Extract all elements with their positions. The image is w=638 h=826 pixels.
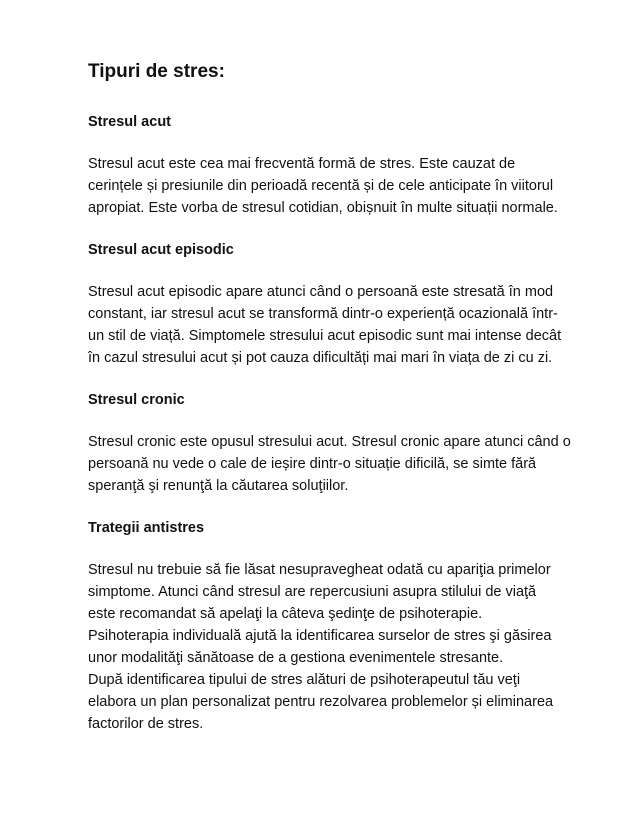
section-paragraph-stresul-acut-episodic [88, 281, 608, 369]
section-heading-stresul-acut-episodic: Stresul acut episodic [88, 242, 234, 258]
section-paragraph-trategii-antistres [88, 559, 608, 735]
paragraph-line: Stresul cronic este opusul stresului acut. Stresul cronic apare atunci când o [88, 434, 571, 450]
paragraph-line: persoană nu vede o cale de ieșire dintr-o situație dificilă, se simte fără [88, 456, 537, 472]
paragraph-line: După identificarea tipului de stres alături de psihoterapeutul tău veţi [88, 672, 521, 688]
section-heading-trategii-antistres: Trategii antistres [88, 520, 205, 536]
section-heading-stresul-acut: Stresul acut [88, 114, 171, 130]
paragraph-line: Psihoterapia individuală ajută la identificarea surselor de stres şi găsirea [88, 628, 552, 644]
section-heading-stresul-cronic: Stresul cronic [88, 392, 185, 408]
paragraph-line: Stresul nu trebuie să fie lăsat nesupravegheat odată cu apariţia primelor [88, 562, 551, 578]
paragraph-line: Stresul acut episodic apare atunci când o persoană este stresată în mod [88, 284, 554, 300]
paragraph-line: factorilor de stres. [88, 716, 204, 732]
paragraph-line: unor modalităţi sănătoase de a gestiona evenimentele stresante. [88, 650, 504, 666]
section-paragraph-stresul-acut [88, 153, 608, 219]
section-paragraph-stresul-cronic [88, 431, 608, 497]
paragraph-line: elabora un plan personalizat pentru rezolvarea problemelor și eliminarea [88, 694, 554, 710]
paragraph-line: Stresul acut este cea mai frecventă formă de stres. Este cauzat de [88, 156, 516, 172]
paragraph-line: speranţă şi renunţă la căutarea soluţiilor. [88, 478, 349, 494]
paragraph-line: apropiat. Este vorba de stresul cotidian, obișnuit în multe situații normale. [88, 200, 558, 216]
paragraph-line: constant, iar stresul acut se transformă dintr-o experiență ocazională într- [88, 306, 558, 322]
page-title: Tipuri de stres: [88, 61, 225, 82]
paragraph-line: un stil de viață. Simptomele stresului acut episodic sunt mai intense decât [88, 328, 562, 344]
document-page [88, 58, 608, 735]
paragraph-line: în cazul stresului acut și pot cauza dificultăți mai mari în viața de zi cu zi. [88, 350, 553, 366]
paragraph-line: simptome. Atunci când stresul are repercusiuni asupra stilului de viaţă [88, 584, 537, 600]
paragraph-line: cerințele și presiunile din perioadă recentă și de cele anticipate în viitorul [88, 178, 554, 194]
paragraph-line: este recomandat să apelaţi la câteva şedinţe de psihoterapie. [88, 606, 483, 622]
